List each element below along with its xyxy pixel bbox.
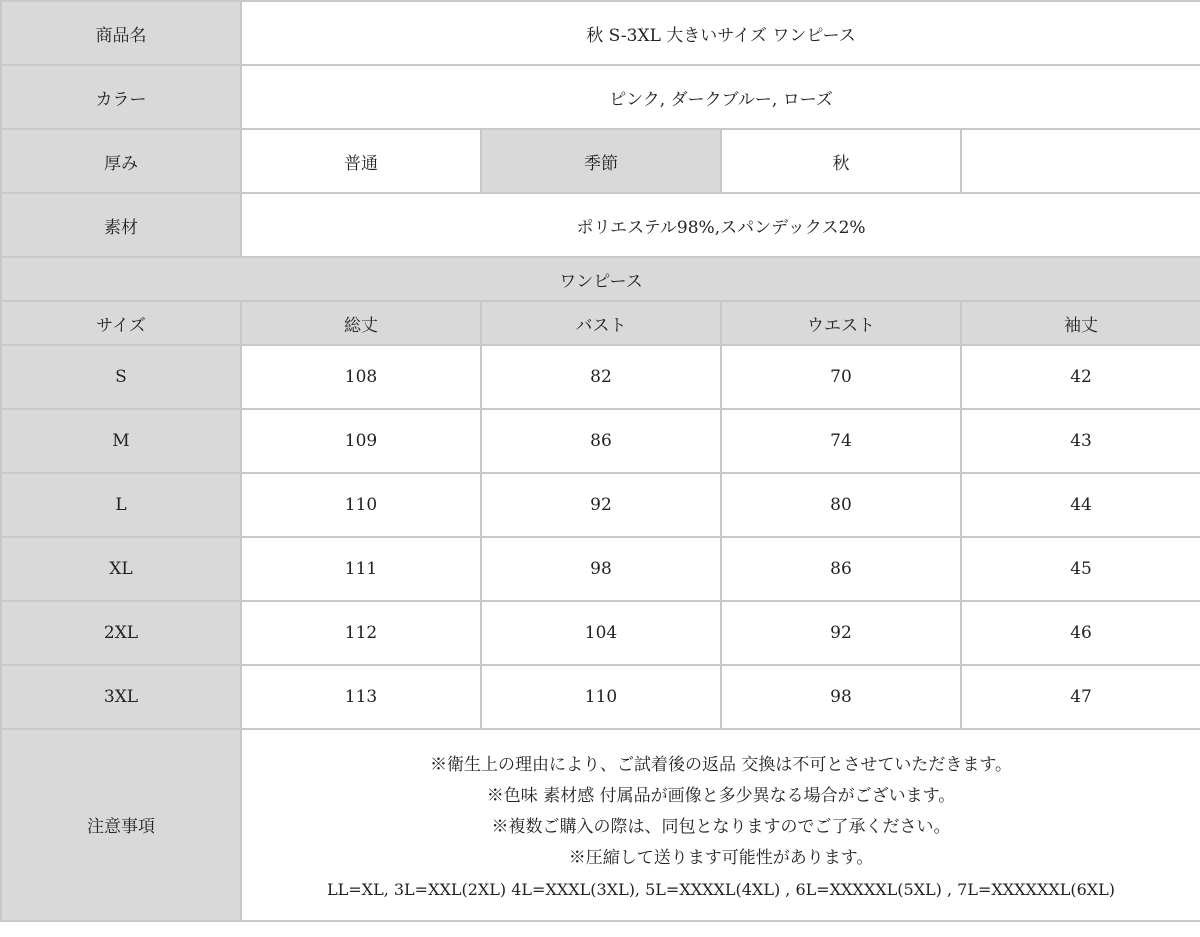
notes-row	[1, 729, 1200, 921]
material-row	[1, 193, 1200, 257]
size-row-xl	[1, 537, 1200, 601]
sleeve-cell: 42	[961, 345, 1200, 409]
length-cell: 111	[241, 537, 481, 601]
size-row-s	[1, 345, 1200, 409]
size-cell: 2XL	[1, 601, 241, 665]
sleeve-cell: 44	[961, 473, 1200, 537]
thickness-season-row	[1, 129, 1200, 193]
header-waist: ウエスト	[721, 301, 961, 345]
product-name-label: 商品名	[1, 1, 241, 65]
bust-cell: 104	[481, 601, 721, 665]
sleeve-cell: 46	[961, 601, 1200, 665]
size-cell: M	[1, 409, 241, 473]
size-header-row	[1, 301, 1200, 345]
note-line: ※色味 素材感 付属品が画像と多少異なる場合がございます。	[486, 785, 956, 806]
bust-cell: 92	[481, 473, 721, 537]
header-size: サイズ	[1, 301, 241, 345]
sleeve-cell: 45	[961, 537, 1200, 601]
waist-cell: 98	[721, 665, 961, 729]
note-line: ※衛生上の理由により、ご試着後の返品 交換は不可とさせていただきます。	[430, 754, 1013, 775]
size-row-2xl	[1, 601, 1200, 665]
notes-label: 注意事項	[1, 729, 241, 921]
sleeve-cell: 47	[961, 665, 1200, 729]
header-length: 総丈	[241, 301, 481, 345]
size-table-title-row	[1, 257, 1200, 301]
bust-cell: 82	[481, 345, 721, 409]
size-table-title: ワンピース	[1, 257, 1200, 301]
sleeve-cell: 43	[961, 409, 1200, 473]
size-row-3xl	[1, 665, 1200, 729]
length-cell: 108	[241, 345, 481, 409]
season-label: 季節	[481, 129, 721, 193]
waist-cell: 70	[721, 345, 961, 409]
empty-cell	[961, 129, 1200, 193]
waist-cell: 92	[721, 601, 961, 665]
waist-cell: 80	[721, 473, 961, 537]
bust-cell: 86	[481, 409, 721, 473]
size-equivalence-note: LL=XL, 3L=XXL(2XL) 4L=XXXL(3XL), 5L=XXXXL(4XL) , 6L=XXXXXL(5XL) , 7L=XXXXXXL(6XL)	[327, 879, 1116, 899]
size-cell: XL	[1, 537, 241, 601]
size-cell: L	[1, 473, 241, 537]
bust-cell: 110	[481, 665, 721, 729]
length-cell: 110	[241, 473, 481, 537]
color-row	[1, 65, 1200, 129]
length-cell: 113	[241, 665, 481, 729]
length-cell: 109	[241, 409, 481, 473]
size-cell: S	[1, 345, 241, 409]
size-row-l	[1, 473, 1200, 537]
header-bust: バスト	[481, 301, 721, 345]
length-cell: 112	[241, 601, 481, 665]
waist-cell: 86	[721, 537, 961, 601]
material-value: ポリエステル98%,スパンデックス2%	[241, 193, 1200, 257]
size-row-m	[1, 409, 1200, 473]
note-line: ※複数ご購入の際は、同包となりますのでご了承ください。	[491, 816, 951, 837]
product-name-row	[1, 1, 1200, 65]
color-value: ピンク, ダークブルー, ローズ	[241, 65, 1200, 129]
thickness-label: 厚み	[1, 129, 241, 193]
note-line: ※圧縮して送ります可能性があります。	[568, 847, 874, 868]
notes-content	[241, 729, 1200, 921]
material-label: 素材	[1, 193, 241, 257]
waist-cell: 74	[721, 409, 961, 473]
bust-cell: 98	[481, 537, 721, 601]
season-value: 秋	[721, 129, 961, 193]
product-name-value: 秋 S-3XL 大きいサイズ ワンピース	[241, 1, 1200, 65]
header-sleeve: 袖丈	[961, 301, 1200, 345]
color-label: カラー	[1, 65, 241, 129]
thickness-value: 普通	[241, 129, 481, 193]
size-cell: 3XL	[1, 665, 241, 729]
